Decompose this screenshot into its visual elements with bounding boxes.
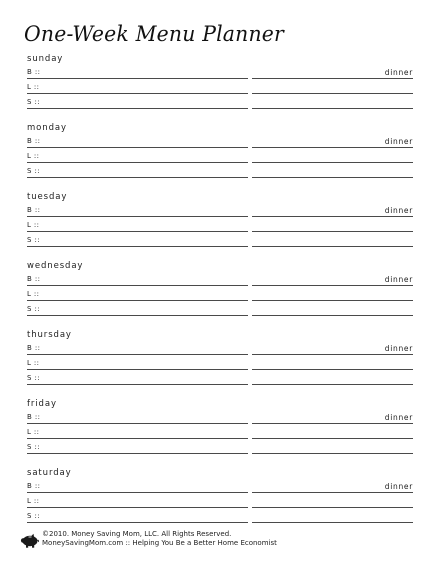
meal-row-snack — [27, 442, 413, 454]
meal-label: B :: — [27, 413, 41, 421]
dinner-write-in-line — [252, 231, 413, 232]
write-in-line — [27, 162, 248, 163]
dinner-write-in-line — [252, 369, 413, 370]
day-section-friday — [0, 398, 440, 467]
meal-label: S :: — [27, 374, 40, 382]
dinner-write-in-line — [252, 522, 413, 523]
meal-label: B :: — [27, 68, 41, 76]
meal-label: L :: — [27, 221, 40, 229]
meal-label: S :: — [27, 512, 40, 520]
meal-label: L :: — [27, 152, 40, 160]
write-in-line — [27, 108, 248, 109]
write-in-line — [27, 300, 248, 301]
meal-row-breakfast — [27, 274, 413, 286]
dinner-label: dinner — [384, 344, 413, 353]
dinner-write-in-line — [252, 162, 413, 163]
meal-row-snack — [27, 304, 413, 316]
day-name: tuesday — [27, 192, 68, 202]
dinner-label: dinner — [384, 275, 413, 284]
meal-label: B :: — [27, 482, 41, 490]
dinner-write-in-line — [252, 246, 413, 247]
meal-label: S :: — [27, 236, 40, 244]
write-in-line — [27, 423, 248, 424]
write-in-line — [27, 522, 248, 523]
day-section-monday — [0, 122, 440, 191]
day-section-tuesday — [0, 191, 440, 260]
day-name: sunday — [27, 54, 64, 64]
meal-label: S :: — [27, 167, 40, 175]
meal-row-breakfast — [27, 343, 413, 355]
dinner-write-in-line — [252, 384, 413, 385]
dinner-write-in-line — [252, 78, 413, 79]
website-line: MoneySavingMom.com :: Helping You Be a Better Home Economist — [42, 539, 277, 547]
write-in-line — [27, 507, 248, 508]
meal-row-breakfast — [27, 136, 413, 148]
meal-row-snack — [27, 235, 413, 247]
day-section-saturday — [0, 467, 440, 536]
dinner-write-in-line — [252, 453, 413, 454]
write-in-line — [27, 216, 248, 217]
dinner-write-in-line — [252, 177, 413, 178]
day-section-wednesday — [0, 260, 440, 329]
footer — [20, 530, 420, 554]
meal-row-lunch — [27, 289, 413, 301]
write-in-line — [27, 285, 248, 286]
meal-row-lunch — [27, 427, 413, 439]
dinner-label: dinner — [384, 413, 413, 422]
dinner-write-in-line — [252, 216, 413, 217]
dinner-write-in-line — [252, 285, 413, 286]
meal-row-snack — [27, 97, 413, 109]
page-title: One-Week Menu Planner — [24, 22, 284, 46]
dinner-write-in-line — [252, 93, 413, 94]
dinner-write-in-line — [252, 147, 413, 148]
day-name: saturday — [27, 468, 72, 478]
dinner-write-in-line — [252, 300, 413, 301]
write-in-line — [27, 78, 248, 79]
day-name: monday — [27, 123, 67, 133]
dinner-write-in-line — [252, 492, 413, 493]
write-in-line — [27, 369, 248, 370]
meal-row-lunch — [27, 220, 413, 232]
dinner-write-in-line — [252, 438, 413, 439]
day-name: friday — [27, 399, 57, 409]
day-section-thursday — [0, 329, 440, 398]
write-in-line — [27, 147, 248, 148]
meal-label: B :: — [27, 275, 41, 283]
meal-label: B :: — [27, 137, 41, 145]
write-in-line — [27, 93, 248, 94]
dinner-label: dinner — [384, 68, 413, 77]
dinner-label: dinner — [384, 206, 413, 215]
write-in-line — [27, 246, 248, 247]
dinner-write-in-line — [252, 108, 413, 109]
copyright-line: ©2010. Money Saving Mom, LLC. All Rights Reserved. — [42, 530, 232, 538]
write-in-line — [27, 177, 248, 178]
meal-label: L :: — [27, 497, 40, 505]
piggy-bank-icon — [20, 533, 39, 548]
meal-row-breakfast — [27, 481, 413, 493]
meal-label: B :: — [27, 344, 41, 352]
write-in-line — [27, 315, 248, 316]
meal-row-lunch — [27, 151, 413, 163]
meal-row-breakfast — [27, 205, 413, 217]
write-in-line — [27, 438, 248, 439]
write-in-line — [27, 492, 248, 493]
dinner-label: dinner — [384, 482, 413, 491]
dinner-write-in-line — [252, 354, 413, 355]
meal-label: L :: — [27, 290, 40, 298]
meal-row-snack — [27, 511, 413, 523]
dinner-write-in-line — [252, 507, 413, 508]
meal-label: L :: — [27, 83, 40, 91]
meal-label: S :: — [27, 443, 40, 451]
meal-row-lunch — [27, 496, 413, 508]
meal-label: B :: — [27, 206, 41, 214]
meal-row-lunch — [27, 358, 413, 370]
copyright-text — [42, 530, 277, 548]
write-in-line — [27, 384, 248, 385]
meal-row-breakfast — [27, 67, 413, 79]
write-in-line — [27, 231, 248, 232]
write-in-line — [27, 453, 248, 454]
day-section-sunday — [0, 53, 440, 122]
meal-row-lunch — [27, 82, 413, 94]
meal-label: S :: — [27, 305, 40, 313]
dinner-write-in-line — [252, 423, 413, 424]
meal-label: L :: — [27, 428, 40, 436]
day-name: thursday — [27, 330, 72, 340]
meal-row-breakfast — [27, 412, 413, 424]
dinner-label: dinner — [384, 137, 413, 146]
meal-row-snack — [27, 373, 413, 385]
write-in-line — [27, 354, 248, 355]
meal-label: L :: — [27, 359, 40, 367]
day-name: wednesday — [27, 261, 84, 271]
week-planner — [0, 53, 440, 536]
dinner-write-in-line — [252, 315, 413, 316]
meal-label: S :: — [27, 98, 40, 106]
meal-row-snack — [27, 166, 413, 178]
